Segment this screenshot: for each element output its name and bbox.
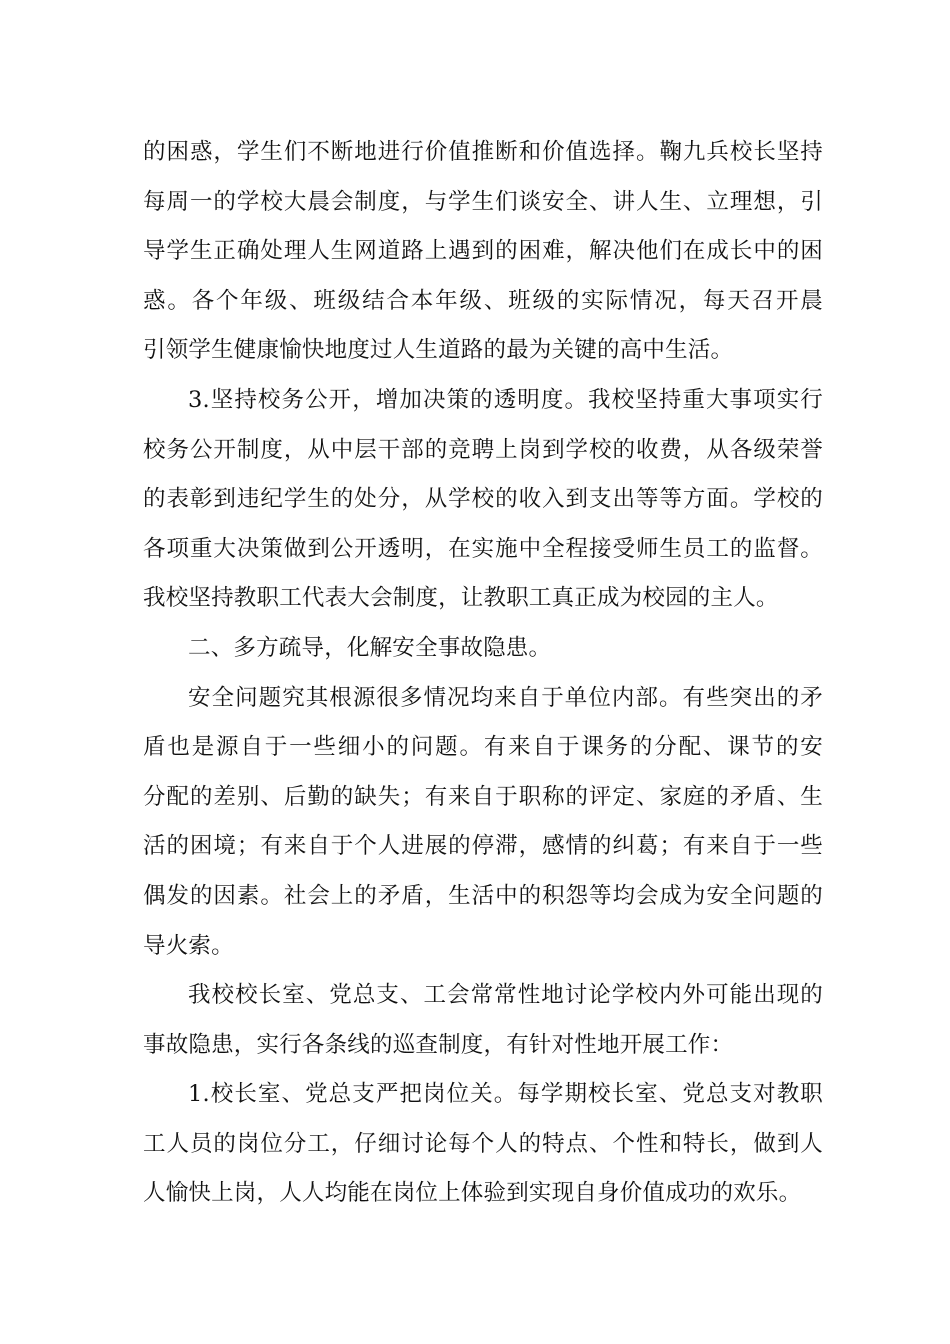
text-line: 1.校长室、党总支严把岗位关。每学期校长室、党总支对教职 (188, 1081, 823, 1108)
text-line: 工人员的岗位分工，仔细讨论每个人的特点、个性和特长，做到人 (143, 1130, 823, 1157)
text-line: 事故隐患，实行各条线的巡查制度，有针对性地开展工作： (143, 1031, 734, 1058)
text-line: 的困惑，学生们不断地进行价值推断和价值选择。鞠九兵校长坚持 (143, 139, 823, 165)
text-line: 分配的差别、后勤的缺失；有来自于职称的评定、家庭的矛盾、生 (143, 783, 823, 810)
text-line: 安全问题究其根源很多情况均来自于单位内部。有些突出的矛 (188, 684, 823, 711)
text-line: 每周一的学校大晨会制度，与学生们谈安全、讲人生、立理想，引 (143, 188, 823, 215)
text-line: 引领学生健康愉快地度过人生道路的最为关键的高中生活。 (143, 337, 734, 364)
text-line: 偶发的因素。社会上的矛盾，生活中的积怨等均会成为安全问题的 (143, 882, 823, 909)
text-line: 我校坚持教职工代表大会制度，让教职工真正成为校园的主人。 (143, 585, 779, 612)
text-line: 的表彰到违纪学生的处分，从学校的收入到支出等等方面。学校的 (143, 486, 823, 513)
text-line: 惑。各个年级、班级结合本年级、班级的实际情况，每天召开晨 (143, 287, 823, 314)
text-line: 导火索。 (143, 932, 234, 959)
text-line: 我校校长室、党总支、工会常常性地讨论学校内外可能出现的 (188, 982, 823, 1009)
section-heading: 二、多方疏导，化解安全事故隐患。 (188, 634, 552, 661)
text-line: 校务公开制度，从中层干部的竞聘上岗到学校的收费，从各级荣誉 (143, 436, 823, 463)
text-line: 人愉快上岗，人人均能在岗位上体验到实现自身价值成功的欢乐。 (143, 1180, 802, 1207)
text-line: 3.坚持校务公开，增加决策的透明度。我校坚持重大事项实行 (188, 386, 823, 413)
document-body (143, 128, 823, 1219)
text-line: 各项重大决策做到公开透明，在实施中全程接受师生员工的监督。 (143, 535, 823, 562)
text-line: 活的困境；有来自于个人进展的停滞，感情的纠葛；有来自于一些 (143, 833, 823, 860)
text-line: 盾也是源自于一些细小的问题。有来自于课务的分配、课节的安 (143, 734, 823, 761)
text-line: 导学生正确处理人生网道路上遇到的困难，解决他们在成长中的困 (143, 238, 823, 265)
